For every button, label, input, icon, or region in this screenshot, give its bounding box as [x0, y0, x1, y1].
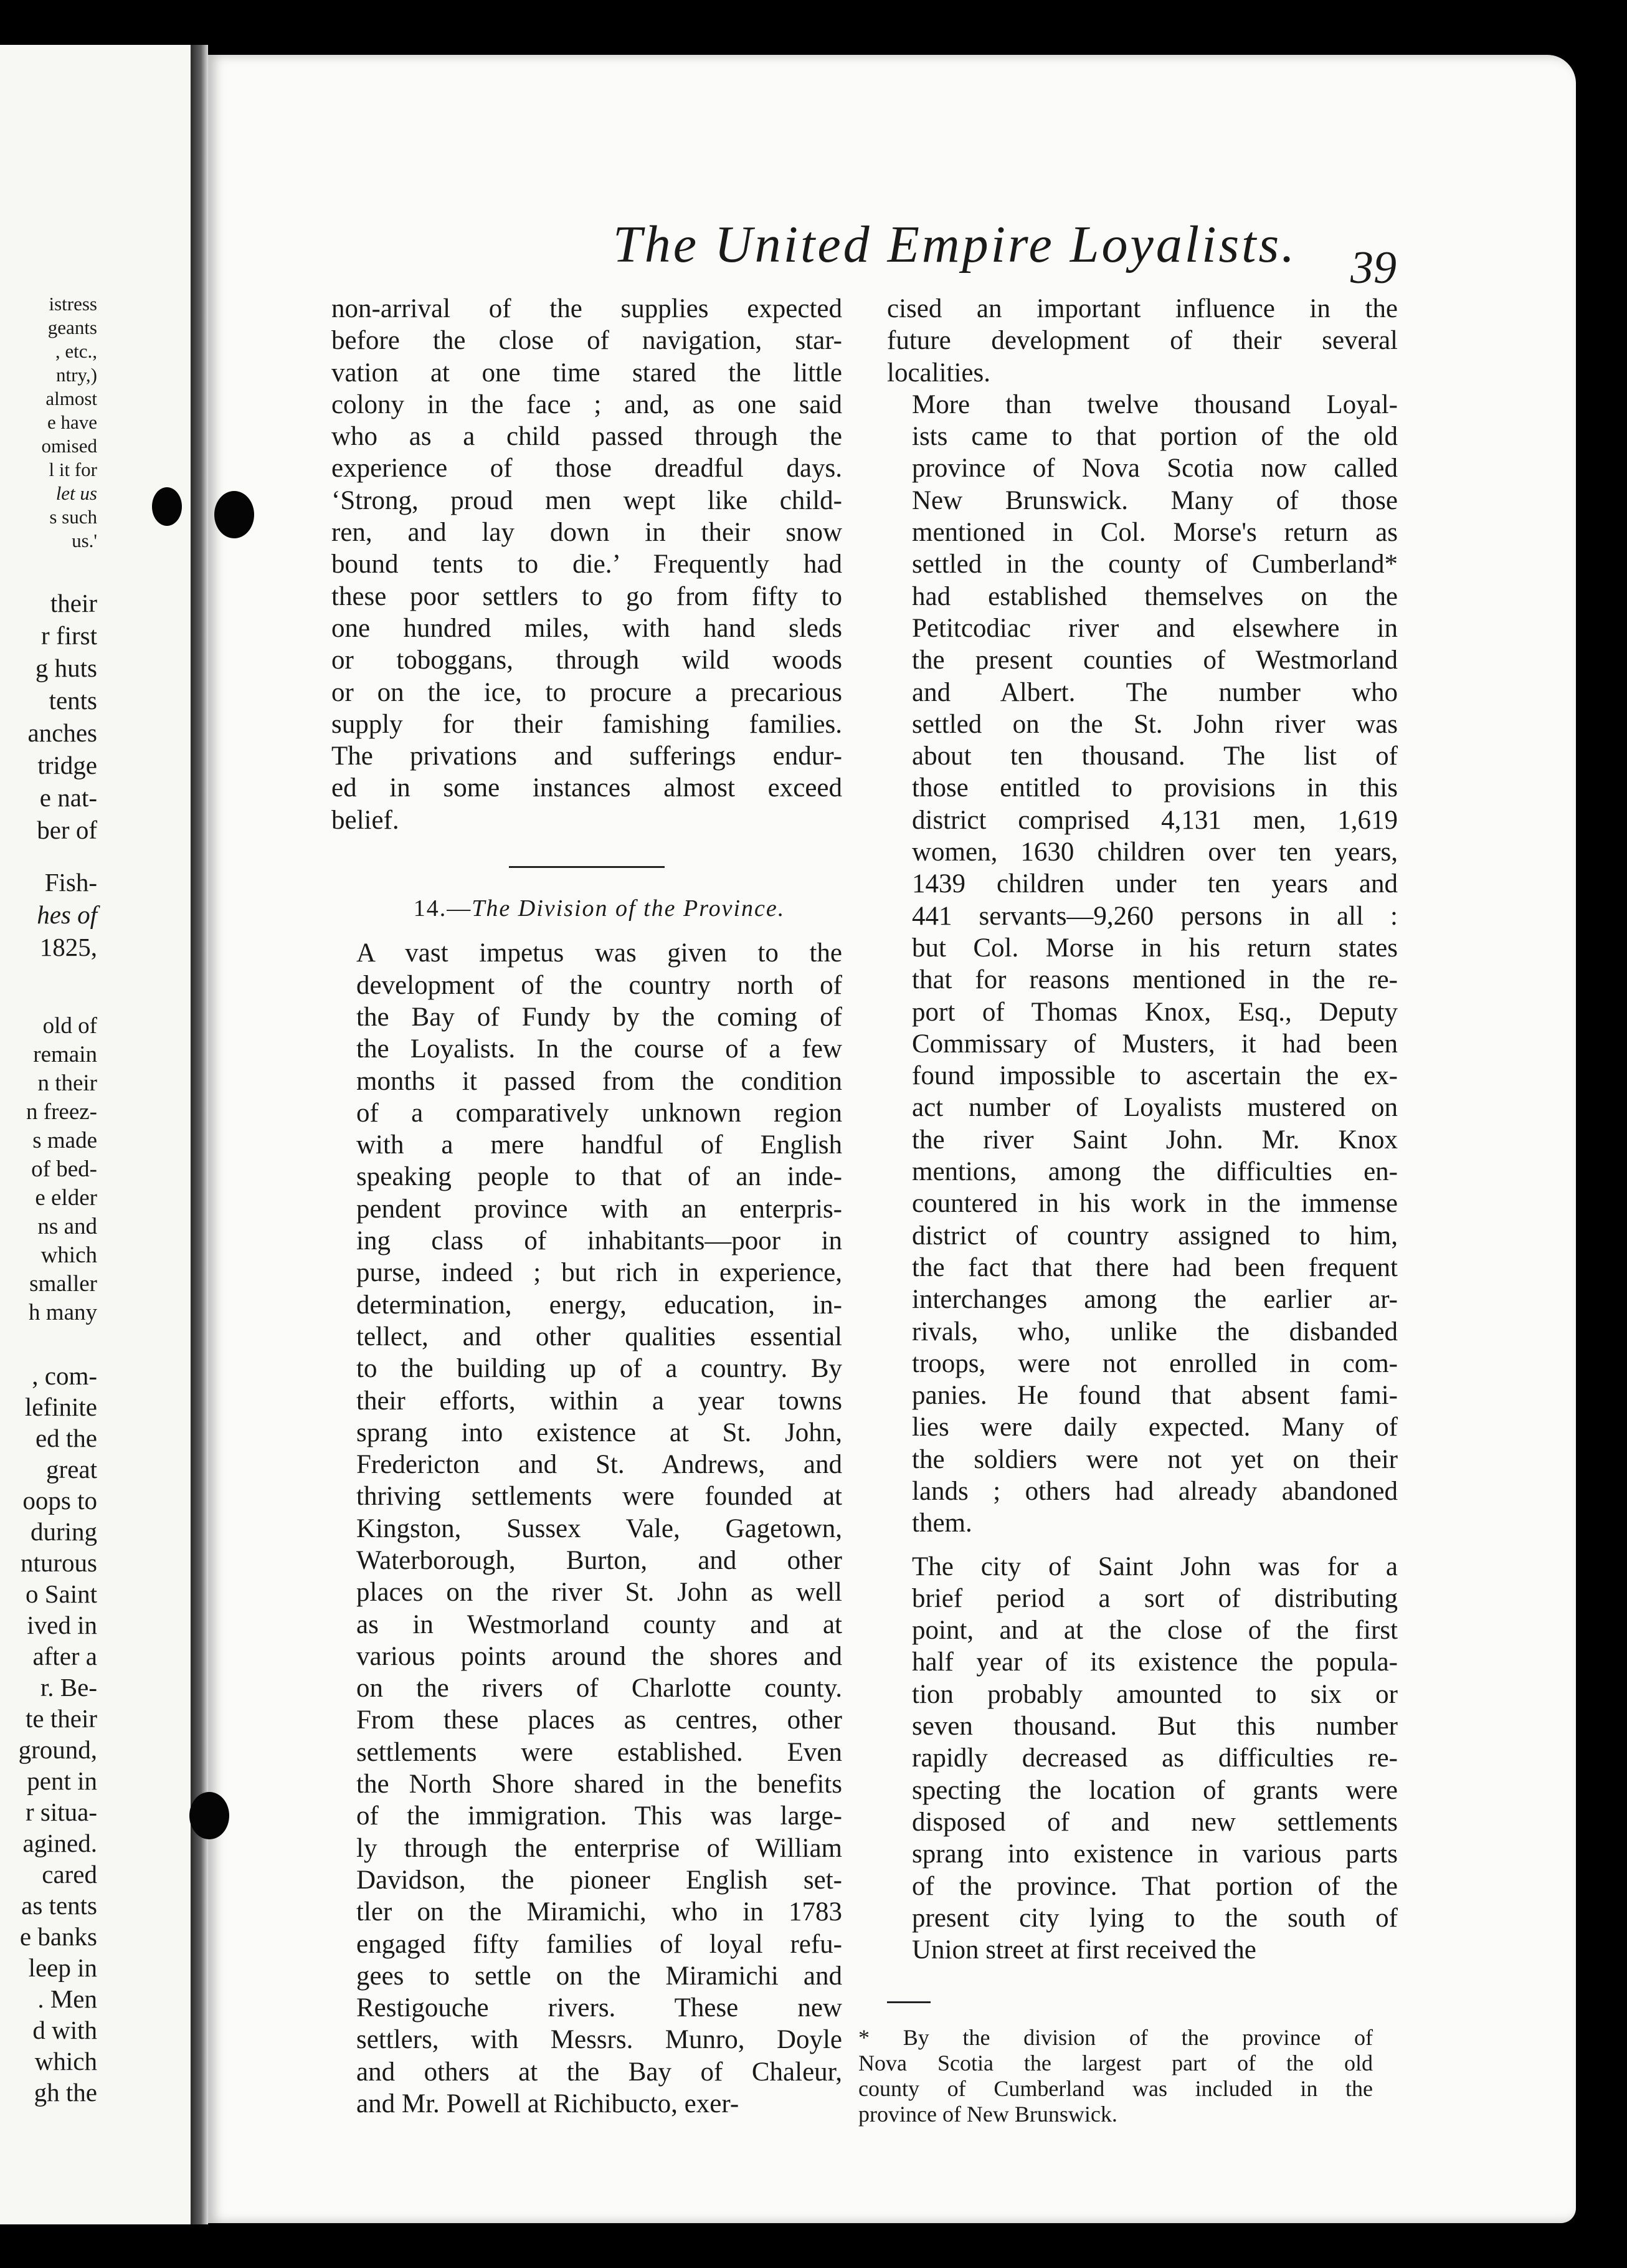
text-line: before the close of navigation, star- — [331, 326, 842, 356]
text-line: act number of Loyalists mustered on — [912, 1093, 1398, 1123]
running-head: The United Empire Loyalists. — [613, 216, 1297, 274]
text-line: tler on the Miramichi, who in 1783 — [356, 1897, 842, 1927]
text-line: Restigouche rivers. These new — [356, 1993, 842, 2023]
previous-page-text-fragment: almost — [45, 388, 97, 409]
text-line: and others at the Bay of Chaleur, — [356, 2057, 842, 2087]
section-heading — [356, 893, 842, 925]
previous-page-text-fragment: lefinite — [24, 1393, 97, 1421]
text-line: settled on the St. John river was — [912, 709, 1398, 739]
text-line: the North Shore shared in the benefits — [356, 1770, 842, 1799]
text-line: engaged fifty families of loyal refu- — [356, 1929, 842, 1959]
previous-page-text-fragment: e nat- — [39, 783, 97, 812]
text-line: ing class of inhabitants—poor in — [356, 1226, 842, 1256]
previous-page-text-fragment: smaller — [29, 1271, 97, 1297]
text-line: tellect, and other qualities essential — [356, 1322, 842, 1351]
footnote-rule — [887, 2001, 931, 2003]
previous-page-text-fragment: tridge — [37, 751, 97, 779]
previous-page-text-fragment: l it for — [49, 459, 97, 480]
previous-page-text-fragment: , com- — [32, 1361, 97, 1390]
text-line: district comprised 4,131 men, 1,619 — [912, 805, 1398, 835]
previous-page-text-fragment: n freez- — [26, 1099, 97, 1125]
text-line: The privations and sufferings endur- — [331, 741, 842, 771]
previous-page-text-fragment: during — [30, 1517, 97, 1546]
text-line: troops, were not enrolled in com- — [912, 1348, 1398, 1378]
text-line: localities. — [887, 358, 990, 388]
text-line: Union street at first received the — [912, 1935, 1256, 1965]
previous-page-text-fragment: old of — [42, 1013, 97, 1039]
previous-page-text-fragment: 1825, — [39, 933, 97, 961]
text-line: province of New Brunswick. — [858, 2102, 1117, 2127]
previous-page-text-fragment: their — [50, 589, 97, 617]
previous-page-text-fragment: ntry,) — [56, 364, 97, 386]
text-line: of a comparatively unknown region — [356, 1098, 842, 1128]
text-line: ed in some instances almost exceed — [331, 773, 842, 803]
text-line: their efforts, within a year towns — [356, 1386, 842, 1416]
text-line: future development of their several — [887, 326, 1398, 356]
text-line: with a mere handful of English — [356, 1130, 842, 1160]
text-line: lies were daily expected. Many of — [912, 1413, 1398, 1442]
binding-hole — [189, 1792, 229, 1839]
previous-page-text-fragment: o Saint — [25, 1580, 97, 1608]
previous-page-text-fragment: , etc., — [55, 340, 97, 362]
text-line: half year of its existence the popula- — [912, 1647, 1398, 1677]
previous-page-text-fragment: omised — [41, 435, 97, 457]
section-number: 14.— — [413, 895, 472, 922]
previous-page-text-fragment: te their — [26, 1704, 97, 1733]
text-line: the present counties of Westmorland — [912, 646, 1398, 675]
previous-page-text-fragment: anches — [27, 718, 97, 747]
text-line: Petitcodiac river and elsewhere in — [912, 613, 1398, 643]
text-line: had established themselves on the — [912, 581, 1398, 611]
text-line: settlers, with Messrs. Munro, Doyle — [356, 2025, 842, 2055]
text-line: experience of those dreadful days. — [331, 454, 842, 484]
left-column — [331, 293, 842, 2120]
text-line: vation at one time stared the little — [331, 358, 842, 388]
text-line: point, and at the close of the first — [912, 1616, 1398, 1646]
text-line: on the rivers of Charlotte county. — [356, 1674, 842, 1703]
text-line: * By the division of the province of — [858, 2025, 1373, 2050]
text-line: various points around the shores and — [356, 1641, 842, 1671]
previous-page-text-fragment: us.' — [72, 530, 97, 551]
text-line: Davidson, the pioneer English set- — [356, 1865, 842, 1895]
text-line: brief period a sort of distributing — [912, 1583, 1398, 1613]
text-line: colony in the face ; and, as one said — [331, 389, 842, 419]
text-line: ‘Strong, proud men wept like child- — [331, 485, 842, 515]
text-line: Nova Scotia the largest part of the old — [858, 2051, 1373, 2075]
text-line: the Loyalists. In the course of a few — [356, 1034, 842, 1064]
text-line: province of Nova Scotia now called — [912, 454, 1398, 484]
previous-page-text-fragment: s such — [49, 506, 97, 528]
text-line: thriving settlements were founded at — [356, 1482, 842, 1512]
previous-page-text-fragment: gh the — [34, 2078, 97, 2107]
text-line: 441 servants—9,260 persons in all : — [912, 901, 1398, 931]
previous-page-text-fragment: h many — [29, 1300, 97, 1325]
previous-page-text-fragment: e have — [47, 411, 97, 433]
text-line: of the province. That portion of the — [912, 1871, 1398, 1901]
paragraph — [331, 937, 842, 2120]
text-line: interchanges among the earlier ar- — [912, 1285, 1398, 1315]
footnote — [858, 2025, 1373, 2127]
section-divider — [509, 866, 665, 868]
text-line: port of Thomas Knox, Esq., Deputy — [912, 997, 1398, 1027]
previous-page-text-fragment: ns and — [37, 1214, 97, 1239]
text-line: ists came to that portion of the old — [912, 422, 1398, 452]
text-line: lands ; others had already abandoned — [912, 1476, 1398, 1506]
previous-page-text-fragment: istress — [49, 293, 97, 315]
text-line: non-arrival of the supplies expected — [331, 294, 842, 323]
text-line: of the immigration. This was large- — [356, 1801, 842, 1831]
previous-page-text-fragment: as tents — [21, 1891, 97, 1920]
binding-hole — [152, 487, 182, 526]
text-line: pendent province with an enterpris- — [356, 1194, 842, 1224]
text-line: or toboggans, through wild woods — [331, 646, 842, 675]
text-line: mentioned in Col. Morse's return as — [912, 518, 1398, 548]
paragraph — [887, 1551, 1398, 1966]
text-line: supply for their famishing families. — [331, 709, 842, 739]
text-line: bound tents to die.’ Frequently had — [331, 550, 842, 579]
text-line: the fact that there had been frequent — [912, 1252, 1398, 1282]
previous-page-text-fragment: ived in — [27, 1611, 97, 1639]
previous-page-text-fragment: e banks — [19, 1922, 97, 1951]
text-line: tion probably amounted to six or — [912, 1679, 1398, 1709]
text-line: but Col. Morse in his return states — [912, 933, 1398, 963]
previous-page-text-fragment: leep in — [28, 1953, 97, 1982]
paragraph — [887, 293, 1398, 389]
text-line: settlements were established. Even — [356, 1737, 842, 1767]
previous-page-text-fragment: which — [40, 1242, 97, 1268]
text-line: cised an important influence in the — [887, 294, 1398, 323]
previous-page-text-fragment: r. Be- — [40, 1673, 97, 1702]
previous-page-text-fragment: nturous — [21, 1548, 97, 1577]
text-line: mentions, among the difficulties en- — [912, 1157, 1398, 1187]
text-line: ren, and lay down in their snow — [331, 518, 842, 548]
text-line: Commissary of Musters, it had been — [912, 1029, 1398, 1059]
page-number: 39 — [1350, 242, 1397, 293]
text-line: as in Westmorland county and at — [356, 1609, 842, 1639]
previous-page-text-fragment: tents — [49, 686, 97, 715]
previous-page-text-fragment: cared — [42, 1860, 97, 1889]
text-line: development of the country north of — [356, 970, 842, 1000]
text-line: Waterborough, Burton, and other — [356, 1545, 842, 1575]
text-line: Fredericton and St. Andrews, and — [356, 1450, 842, 1480]
previous-page-text-fragment: ed the — [35, 1424, 97, 1452]
text-line: months it passed from the condition — [356, 1066, 842, 1096]
text-line: determination, energy, education, in- — [356, 1290, 842, 1320]
previous-page-text-fragment: ber of — [37, 816, 97, 844]
text-line: Kingston, Sussex Vale, Gagetown, — [356, 1513, 842, 1543]
previous-page-text-fragment: e elder — [35, 1185, 97, 1211]
text-line: purse, indeed ; but rich in experience, — [356, 1258, 842, 1288]
previous-page-text-fragment: . Men — [37, 1984, 97, 2013]
text-line: The city of Saint John was for a — [912, 1551, 1398, 1581]
text-line: those entitled to provisions in this — [912, 773, 1398, 803]
text-line: From these places as centres, other — [356, 1705, 842, 1735]
text-line: them. — [912, 1508, 972, 1538]
text-line: rapidly decreased as difficulties re- — [912, 1743, 1398, 1773]
text-line: 1439 children under ten years and — [912, 869, 1398, 899]
text-line: women, 1630 children over ten years, — [912, 837, 1398, 867]
text-line: county of Cumberland was included in the — [858, 2076, 1373, 2101]
text-line: and Mr. Powell at Richibucto, exer- — [356, 2089, 739, 2119]
book-gutter — [191, 45, 208, 2224]
text-line: speaking people to that of an inde- — [356, 1162, 842, 1192]
previous-page-text-fragment: n their — [37, 1070, 97, 1096]
text-line: about ten thousand. The list of — [912, 741, 1398, 771]
previous-page-text-fragment: d with — [32, 2016, 97, 2044]
text-line: or on the ice, to procure a precarious — [331, 677, 842, 707]
text-line: A vast impetus was given to the — [356, 938, 842, 968]
paragraph — [887, 389, 1398, 1540]
paragraph — [331, 293, 842, 836]
text-line: district of country assigned to him, — [912, 1221, 1398, 1251]
text-line: disposed of and new settlements — [912, 1807, 1398, 1837]
text-line: belief. — [331, 805, 399, 835]
previous-page-text-fragment: oops to — [22, 1486, 97, 1515]
previous-page-text-fragment: hes of — [37, 900, 97, 929]
text-line: one hundred miles, with hand sleds — [331, 613, 842, 643]
text-line: to the building up of a country. By — [356, 1354, 842, 1384]
text-line: the river Saint John. Mr. Knox — [912, 1125, 1398, 1155]
text-line: countered in his work in the immense — [912, 1189, 1398, 1219]
previous-page-text-fragment: great — [46, 1455, 97, 1484]
previous-page-text-fragment: ground, — [18, 1735, 97, 1764]
text-line: found impossible to ascertain the ex- — [912, 1061, 1398, 1091]
text-line: settled in the county of Cumberland* — [912, 550, 1398, 579]
text-line: and Albert. The number who — [912, 677, 1398, 707]
previous-page-text-fragment: of bed- — [31, 1156, 97, 1182]
text-line: places on the river St. John as well — [356, 1578, 842, 1608]
text-line: ly through the enterprise of William — [356, 1833, 842, 1863]
text-line: panies. He found that absent fami- — [912, 1381, 1398, 1411]
text-line: the Bay of Fundy by the coming of — [356, 1002, 842, 1032]
previous-page-text-fragment: which — [34, 2047, 97, 2075]
previous-page-text-fragment: let us — [55, 482, 97, 504]
text-line: sprang into existence in various parts — [912, 1839, 1398, 1869]
text-line: the soldiers were not yet on their — [912, 1444, 1398, 1474]
previous-page-text-fragment: agined. — [22, 1829, 97, 1857]
section-title: The Division of the Province. — [472, 895, 785, 922]
text-line: specting the location of grants were — [912, 1775, 1398, 1805]
previous-page-text-fragment: pent in — [27, 1766, 97, 1795]
text-line: sprang into existence at St. John, — [356, 1418, 842, 1447]
previous-page-edge — [0, 45, 194, 2224]
text-line: present city lying to the south of — [912, 1903, 1398, 1933]
previous-page-text-fragment: geants — [47, 317, 97, 338]
binding-hole — [214, 491, 254, 538]
previous-page-text-fragment: remain — [33, 1042, 97, 1067]
previous-page-text-fragment: after a — [32, 1642, 97, 1670]
previous-page-text-fragment: Fish- — [44, 868, 97, 897]
text-line: who as a child passed through the — [331, 422, 842, 452]
text-line: that for reasons mentioned in the re- — [912, 965, 1398, 995]
text-line: seven thousand. But this number — [912, 1712, 1398, 1742]
text-line: New Brunswick. Many of those — [912, 485, 1398, 515]
text-line: rivals, who, unlike the disbanded — [912, 1317, 1398, 1346]
right-column — [887, 293, 1398, 1966]
text-line: gees to settle on the Miramichi and — [356, 1961, 842, 1991]
previous-page-text-fragment: r first — [41, 621, 97, 650]
previous-page-text-fragment: s made — [32, 1128, 97, 1153]
text-line: these poor settlers to go from fifty to — [331, 581, 842, 611]
previous-page-text-fragment: g huts — [35, 654, 97, 682]
text-line: More than twelve thousand Loyal- — [912, 389, 1398, 419]
previous-page-text-fragment: r situa- — [26, 1798, 97, 1826]
